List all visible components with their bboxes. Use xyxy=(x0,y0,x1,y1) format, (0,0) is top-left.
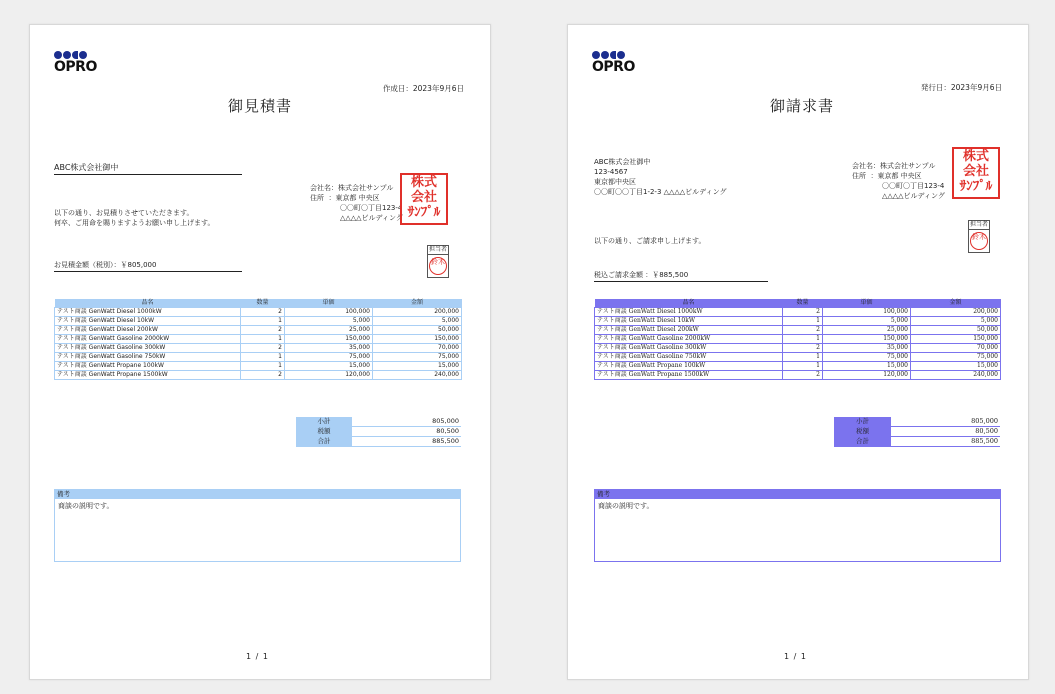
person-seal: 担当者 鈴木 xyxy=(968,220,990,253)
totals-table xyxy=(296,417,461,447)
table-row: テスト商談 GenWatt Diesel 1000kW 2 100,000 200,000 xyxy=(595,308,1001,317)
items-table xyxy=(54,299,462,380)
company-info: 会社名：株式会社サンプル 住所 ：東京都 中央区 〇〇町〇丁目123-4 △△△△ビルディング xyxy=(852,162,945,200)
company-seal: 株式 会社 ｻﾝﾌﾟﾙ xyxy=(952,147,1000,199)
header-unit-price: 単価 xyxy=(823,299,911,308)
table-row: テスト商談 GenWatt Gasoline 2000kW 1 150,000 150,000 xyxy=(595,335,1001,344)
table-row: テスト商談 GenWatt Propane 1500kW 2 120,000 240,000 xyxy=(55,371,462,380)
person-seal: 担当者 鈴木 xyxy=(427,245,449,278)
tax-row: 税額 80,500 xyxy=(296,427,461,437)
intro-message: 以下の通り、お見積りさせていただきます。 何卒、ご用命を賜りますようお願い申し上げます。 xyxy=(54,209,215,227)
table-header-row xyxy=(595,299,1001,308)
opro-logo: OPRO xyxy=(54,51,114,81)
tax-row: 税額 80,500 xyxy=(834,427,1000,437)
document-title: 御見積書 xyxy=(228,97,293,115)
remarks-label: 備考 xyxy=(55,490,460,499)
header-item: 品名 xyxy=(55,299,241,308)
issued-date: 発行日：2023年9月6日 xyxy=(920,83,1002,92)
recipient-name: ABC株式会社御中 xyxy=(54,163,242,175)
remarks-text: 商談の説明です。 xyxy=(598,502,654,510)
table-row: テスト商談 GenWatt Gasoline 2000kW 1 150,000 150,000 xyxy=(55,335,462,344)
totals-table xyxy=(834,417,1000,447)
remarks-text: 商談の説明です。 xyxy=(58,502,114,510)
table-row: テスト商談 GenWatt Diesel 1000kW 2 100,000 200,000 xyxy=(55,308,462,317)
header-amount: 金額 xyxy=(911,299,1001,308)
items-table xyxy=(594,299,1001,380)
invoice-amount: 税込ご請求金額 ：￥885,500 xyxy=(594,270,768,282)
table-header-row xyxy=(55,299,462,308)
header-amount: 金額 xyxy=(373,299,462,308)
page-number: 1 / 1 xyxy=(246,652,269,661)
table-row: テスト商談 GenWatt Diesel 10kW 1 5,000 5,000 xyxy=(55,317,462,326)
quotation-page xyxy=(29,24,491,680)
document-title: 御請求書 xyxy=(770,97,835,115)
recipient-block: ABC株式会社御中 123-4567 東京都中央区 〇〇町〇〇丁目1-2-3 △△△△ビルディング xyxy=(594,158,727,196)
table-row: テスト商談 GenWatt Propane 100kW 1 15,000 15,000 xyxy=(595,362,1001,371)
table-row: テスト商談 GenWatt Diesel 200kW 2 25,000 50,000 xyxy=(55,326,462,335)
header-item: 品名 xyxy=(595,299,783,308)
page-number: 1 / 1 xyxy=(784,652,807,661)
table-row: テスト商談 GenWatt Propane 1500kW 2 120,000 240,000 xyxy=(595,371,1001,380)
estimate-amount: お見積金額（税別）：￥805,000 xyxy=(54,260,242,272)
table-row: テスト商談 GenWatt Gasoline 300kW 2 35,000 70,000 xyxy=(595,344,1001,353)
remarks-label: 備考 xyxy=(595,490,1000,499)
created-date: 作成日：2023年9月6日 xyxy=(382,84,464,93)
table-row: テスト商談 GenWatt Gasoline 750kW 1 75,000 75,000 xyxy=(595,353,1001,362)
invoice-page xyxy=(567,24,1029,680)
subtotal-row: 小計 805,000 xyxy=(834,417,1000,427)
subtotal-row: 小計 805,000 xyxy=(296,417,461,427)
table-row: テスト商談 GenWatt Diesel 200kW 2 25,000 50,000 xyxy=(595,326,1001,335)
header-qty: 数量 xyxy=(783,299,823,308)
total-row: 合計 885,500 xyxy=(296,437,461,447)
table-row: テスト商談 GenWatt Diesel 10kW 1 5,000 5,000 xyxy=(595,317,1001,326)
header-unit-price: 単価 xyxy=(285,299,373,308)
opro-logo: OPRO xyxy=(592,51,652,81)
table-row: テスト商談 GenWatt Gasoline 300kW 2 35,000 70,000 xyxy=(55,344,462,353)
header-qty: 数量 xyxy=(241,299,285,308)
table-row: テスト商談 GenWatt Propane 100kW 1 15,000 15,000 xyxy=(55,362,462,371)
remarks-box xyxy=(54,489,461,562)
table-row: テスト商談 GenWatt Gasoline 750kW 1 75,000 75,000 xyxy=(55,353,462,362)
company-seal: 株式 会社 ｻﾝﾌﾟﾙ xyxy=(400,173,448,225)
intro-message: 以下の通り、ご請求申し上げます。 xyxy=(594,237,706,245)
total-row: 合計 885,500 xyxy=(834,437,1000,447)
company-info: 会社名：株式会社サンプル 住所 ：東京都 中央区 〇〇町〇丁目123-4 △△△△ビルディング xyxy=(310,184,403,222)
remarks-box xyxy=(594,489,1001,562)
